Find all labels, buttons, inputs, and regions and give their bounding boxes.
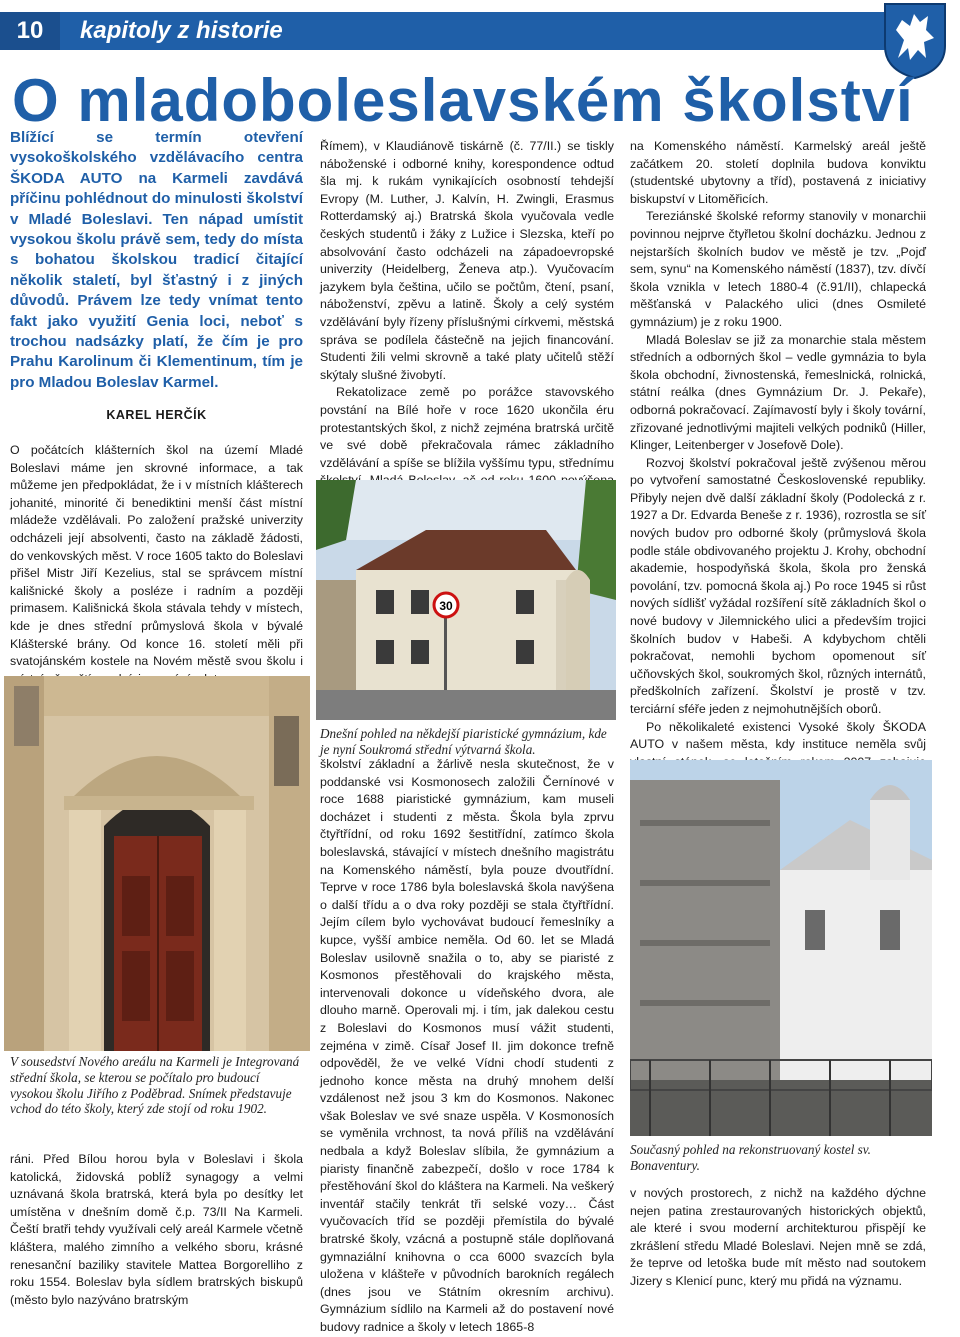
article-column-2-top	[320, 138, 614, 525]
article-column-3-top	[630, 138, 926, 789]
lead-paragraph: Blížící se termín otevření vysokoškolského vzdělávacího centra ŠKODA AUTO na Karmeli zavdává příčinu pohlédnout do minulosti školství v Mladé Boleslavi. Ten nápad umístit vysokou školu právě sem, tedy do místa s bohatou školskou tradicí čitající několik staletí, byl šťastný i z jiných důvodů. Právem lze tedy vnímat tento fakt jako využití Genia loci, neboť s trochou nadsázky platí, že čím je pro Prahu Karolinum či Klementinum, tím je pro Mladou Boleslav Karmel.	[10, 129, 303, 391]
paragraph: Po několikaleté existenci Vysoké školy ŠKODA AUTO v našem města, kdy instituce neměla svůj	[630, 719, 926, 752]
paragraph: na Komenského náměstí. Karmelský areál ještě začátkem 20. století doplnila budova konviktu (studentské ubytovny a tříd), postavená z iniciativy biskupství v Litoměřicích.	[630, 139, 926, 206]
article-column-1-top	[10, 442, 303, 688]
photo-caption-2: Dnešní pohled na někdejší piaristické gymnázium, kde je nyní Soukromá střední výtvarná škola.	[320, 726, 607, 757]
article-column-1-bottom	[10, 1151, 303, 1309]
paragraph: Rekatolizace země po porážce stavovského povstání na Bílé hoře v roce 1620 ukončila éru protestantských škol, z nichž zejména bratrská určitě ve své době překračovala rámec základního vzdělávání a spíše se blížila vyššímu typu, střednímu	[320, 385, 614, 470]
page-title: O mladoboleslavském školství	[12, 67, 914, 134]
gymnasium-building-photo	[316, 480, 616, 720]
church-photo	[630, 760, 932, 1136]
paragraph: Tereziánské školské reformy stanovily v monarchii povinnou nejprve čtyřletou školní docházku. Jednou z nejstarších školních budov ve městě je tzv. „Pojď sem, synu“ na Komenského náměstí (1837), tzv. dívčí škola vznikla v letech 1880-4 (č.91/II), chlapecká měšťanská v Palackého ulici (dnes Osmileté gymnázium) je z roku 1900.	[630, 209, 926, 329]
paragraph: školství základní a žárlivě nesla skutečnost, že v poddanské vsi Kosmonosech založili Černínové v roce 1688 piaristické gymnázium, kam museli docházet i studenti z města. Škola byla zprvu čtyřtřídní, od roku 1692 šestitřídní, zatímco škola boleslavská, stávající v místech dnešního magistrátu na Komenského náměstí, byla pouze dvoutřídní. Teprve v roce 1786 byla boleslavská škola navýšena o další třídu a o dva roky později se stala čtyřtřídní. Jejím cílem bylo vychovávat budoucí řemeslníky a kupce, vyšší ambice neměla. Od 60. let se Mladá Boleslav usilovně snažila o to, aby se piaristé z Kosmonos přestěhovali do krajského města, intervenovali dokonce u vídeňského dvora, ale dlouho marně. Operovali mj. i tím, jak dalekou cestu z Boleslavi do Kosmonos musí vážit studenti, zejména v zimě. Císař Josef II. jim dokonce trefně odpověděl, že ve velké Vídni chodí studenti z jednoho konce města na druhý mnohem delší vzdálenost než jsou 3 km do Kosmonos. Nakonec však Boleslav ve své snaze uspěla. V Kosmonosích se vyměnila vrchnost, ta nová příliš na vzdělávání nedbala a když Boleslav slíbila, že gymnázium a piaristy finančně zabezpečí, došlo v roce 1784 k přestěhování škol do kláštera na Karmeli. Na veškerý inventář stačily tenkrát tři selské vozy… Část vyučovacích tříd se později přemístila do bývalé bratrské školy, vzácná a postupně stále doplňovaná gymnaziální knihovna o cca 6000 svazcích byla uložena v klášteře v původních barokních regálech (dnes jsou ve Státním okresním archivu). Gymnázium sídlilo na Karmeli až do postavení nové budovy radnice a školy v letech 1865-8	[320, 757, 614, 1334]
article-column-3-bottom	[630, 1185, 926, 1291]
photo-caption-3: Současný pohled na rekonstruovaný kostel sv. Bonaventury.	[630, 1142, 871, 1173]
header-bar	[0, 12, 900, 50]
paragraph: v nových prostorech, z nichž na každého dýchne nejen patina zrestaurovaných historických objektů, ale které i svou moderní architekturou přispějí ke zkrášlení středu Mladé Boleslavi. Nejen mně se zdá, že teprve od letoška bude mít město nad soutokem Jizery s Klenicí punc, který mu přidá na významu.	[630, 1186, 926, 1288]
school-entrance-photo	[4, 676, 310, 1051]
photo-caption-1: V sousedství Nového areálu na Karmeli je Integrovaná střední škola, se kterou se počítalo pro budoucí vysokou školu Jiřího z Poděbrad. Snímek představuje vchod do této školy, který zde stojí od roku 1902.	[10, 1054, 300, 1117]
section-title: kapitoly z historie	[80, 17, 283, 44]
paragraph: O počátcích klášterních škol na území Mladé Boleslavi máme jen skrovné informace, a tak můžeme jen předpokládat, že i v místních klášterech johanité, minorité či benediktini menší část místní mládeže vzdělávali. Po založení pražské univerzity odcházeli její absolventi, často na základě žádosti, do venkovských měst. V roce 1605 takto do Boleslavi přišel Mistr Jiří Kezelius, stal se správcem místní kališnické školy a posléze i radním a později primasem. Kališnická škola stávala tehdy v místech, kde je dnes střední průmyslová škola v bývalé Klášterské brány. Od konce 16. století měli při svatojánském kostele na Novém městě svou školu i	[10, 443, 303, 669]
paragraph: Rozvoj školství pokračoval ještě zvýšenou měrou po vytvoření samostatné Československé republiky. Přibyly nejen dvě další základní školy (Podolecká z r. 1927 a Dr. Edvarda Beneše z r. 1936), rozrostla se síť nových budov pro odborné školy (průmyslová škola podle stále obdivovaného projektu J. Krohy, obchodní akademie, hospodyňská škola, škola pro ženská povolání, tzv. pomocná škola aj.) Po roce 1945 si růst nových sídlišť vyžádal rozšíření sítě základních škol o nové budovy v Jilemnického ulici a především trojici školních budov v Habeši. A kdybychom chtěli pokračovat, nemohli bychom opomenout síť učňovských škol, soukromých škol, různých internátů, předškolních zařízení. Školství je prostě v tzv. terciární sféře jeden z nejmohutnějších oborů.	[630, 455, 926, 716]
author-byline: KAREL HERČÍK	[106, 408, 207, 422]
article-column-2-bottom	[320, 756, 614, 1337]
speed-limit-sign-text: 30	[439, 599, 453, 613]
paragraph: Římem), v Klaudiánově tiskárně (č. 77/II.) se tiskly náboženské i odborné knihy, korespondence odtud šla mj. k rukám vynikajících osobností tehdejší Evropy (M. Luther, J. Kalvín, H. Zwingli, Erasmus Rotterdamský aj.) Bratrská škola vyučovala vedle českých studentů i žáky z Lužice i Slezska, kteří po absolvování často odcházeli na západoevropské univerzity (Heidelberg, Ženeva atp.). Vyučovacím jazykem byla čeština, učilo se počtům, čtení, psaní, náboženství, zpěvu a latině. Školy a celý systém vzdělávání byly řízeny příslušnými církvemi, městská správa se podílela částečně na jejich financování. Studenti žili velmi skrovně a také platy učitelů stěží skýtaly slušné živobytí.	[320, 139, 614, 382]
paragraph: Mladá Boleslav se již za monarchie stala městem středních a odborných škol – vedle gymnázia to byla škola obchodní, živnostenská, řemeslnická, rolnická, státní reálka (dnes Gymnázium Dr. J. Pekaře), odborná pokračovací. Zajímavostí byly i školy tovární, zřizované jednotlivými majiteli velkých podniků (Hiller, Klinger, Leitenberger v Josefově Dole).	[630, 332, 926, 453]
page-number: 10	[0, 12, 60, 50]
paragraph: ráni. Před Bílou horou byla v Boleslavi i škola katolická, židovská poblíž synagogy a velmi uznávaná škola bratrská, která byla po desítky let umístěna v dnešním domě č.p. 73/II Na Karmeli. Čeští bratři tehdy využívali celý areál Karmele včetně kláštera, malého zimního a velkého sboru, krásné renesanční baziliky stavitele Mattea Borgorelliho z roku 1554. Boleslav byla sídlem bratrských biskupů (město bylo nazýváno bratrským	[10, 1152, 303, 1307]
